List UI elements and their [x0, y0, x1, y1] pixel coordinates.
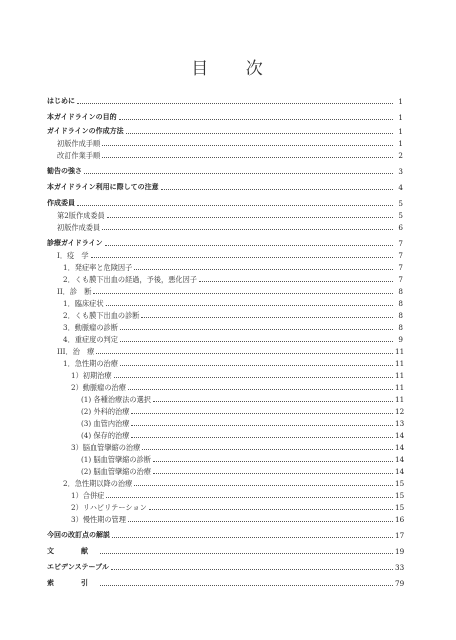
- toc-entry-label: (1) 各種治療法の選択: [81, 395, 151, 404]
- toc-entry-label: エビデンステーブル: [47, 563, 109, 571]
- toc-entry-label: 今回の改訂点の解説: [47, 531, 110, 539]
- toc-entry-label: (2) 脳血管攣縮の治療: [81, 467, 151, 476]
- toc-entry-label: 本ガイドラインの目的: [47, 113, 117, 121]
- dot-leader: [153, 461, 393, 462]
- toc-entry-page-number: 7: [398, 263, 403, 272]
- dot-leader: [131, 413, 393, 414]
- toc-entry-label: ガイドラインの作成方法: [47, 127, 124, 135]
- toc-entry[interactable]: [47, 562, 403, 572]
- toc-entry-page-number: 14: [395, 467, 405, 476]
- dot-leader: [96, 353, 393, 354]
- toc-entry[interactable]: [47, 358, 403, 368]
- toc-entry-label: (2) 外科的治療: [81, 407, 130, 416]
- dot-leader: [161, 189, 393, 190]
- toc-entry[interactable]: [47, 454, 403, 464]
- dot-leader: [134, 269, 393, 270]
- page-title: [0, 54, 456, 79]
- toc-entry-label: 3．動脈瘤の診断: [63, 323, 118, 332]
- toc-entry[interactable]: [47, 578, 403, 588]
- dot-leader: [84, 173, 393, 174]
- toc-entry-page-number: 17: [395, 531, 405, 540]
- toc-entry[interactable]: [47, 406, 403, 416]
- toc-entry-label: II．診 断: [57, 287, 92, 296]
- toc-entry[interactable]: [47, 334, 403, 344]
- toc-entry-label: 初版作成委員: [57, 223, 101, 232]
- toc-entry-label: 1．臨床症状: [63, 299, 104, 308]
- toc-entry-page-number: 15: [395, 479, 405, 488]
- toc-entry[interactable]: [47, 442, 403, 452]
- toc-entry-label: 3）慢性期の管理: [71, 515, 126, 524]
- toc-entry[interactable]: [47, 502, 403, 512]
- dot-leader: [149, 509, 393, 510]
- dot-leader: [102, 157, 393, 158]
- toc-entry-page-number: 1: [398, 127, 403, 136]
- toc-entry-page-number: 8: [398, 299, 403, 308]
- toc-entry-page-number: 4: [398, 183, 403, 192]
- toc-entry[interactable]: [47, 298, 403, 308]
- toc-entry-page-number: 2: [398, 151, 403, 160]
- toc-entry-page-number: 11: [395, 395, 405, 404]
- dot-leader: [102, 229, 393, 230]
- toc-entry[interactable]: [47, 126, 403, 136]
- toc-entry-page-number: 5: [398, 199, 403, 208]
- toc-entry-label: 2．くも膜下出血の診断: [63, 311, 140, 320]
- toc-entry[interactable]: [47, 138, 403, 148]
- toc-entry-label: 1．発症率と危険因子: [63, 263, 133, 272]
- toc-entry[interactable]: [47, 478, 403, 488]
- toc-entry-page-number: 19: [395, 547, 405, 556]
- dot-leader: [91, 257, 393, 258]
- dot-leader: [77, 103, 393, 104]
- toc-entry-label: 診療ガイドライン: [47, 239, 103, 247]
- toc-entry[interactable]: [47, 322, 403, 332]
- toc-entry[interactable]: [47, 250, 403, 260]
- toc-entry-page-number: 8: [398, 287, 403, 296]
- dot-leader: [120, 365, 393, 366]
- toc-entry-label: 2．くも膜下出血の経過，予後，悪化因子: [63, 275, 197, 284]
- dot-leader: [111, 569, 393, 570]
- toc-entry-label: はじめに: [47, 97, 75, 105]
- toc-entry[interactable]: [47, 166, 403, 176]
- toc-entry[interactable]: [47, 274, 403, 284]
- toc-entry-page-number: 1: [398, 139, 403, 148]
- toc-entry-label: (4) 保存的治療: [81, 431, 130, 440]
- toc-entry-label: III．治 療: [57, 347, 95, 356]
- toc-entry-page-number: 9: [398, 335, 403, 344]
- toc-entry-page-number: 1: [398, 97, 403, 106]
- toc-entry-page-number: 7: [398, 251, 403, 260]
- toc-entry-page-number: 33: [395, 563, 405, 572]
- toc-entry[interactable]: [47, 310, 403, 320]
- toc-entry-page-number: 6: [398, 223, 403, 232]
- toc-entry[interactable]: [47, 546, 403, 556]
- toc-entry[interactable]: [47, 222, 403, 232]
- dot-leader: [142, 449, 393, 450]
- toc-entry-page-number: 14: [395, 431, 405, 440]
- toc-entry-label: 2．急性期以降の治療: [63, 479, 133, 488]
- toc-entry[interactable]: [47, 370, 403, 380]
- toc-entry-label: 改訂作業手順: [57, 151, 101, 160]
- dot-leader: [106, 305, 393, 306]
- toc-entry[interactable]: [47, 382, 403, 392]
- toc-entry-page-number: 16: [395, 515, 405, 524]
- dot-leader: [119, 119, 393, 120]
- dot-leader: [106, 497, 393, 498]
- toc-entry-label: 索 引: [47, 579, 98, 587]
- toc-entry-label: 2）動脈瘤の治療: [71, 383, 126, 392]
- toc-entry-page-number: 11: [395, 347, 405, 356]
- dot-leader: [120, 329, 393, 330]
- toc-entry-page-number: 15: [395, 503, 405, 512]
- toc-entry-label: 4．重症度の判定: [63, 335, 118, 344]
- toc-entry[interactable]: [47, 262, 403, 272]
- toc-entry-page-number: 12: [395, 407, 405, 416]
- toc-entry-label: 作成委員: [47, 199, 75, 207]
- dot-leader: [93, 293, 393, 294]
- toc-entry[interactable]: [47, 418, 403, 428]
- toc-entry[interactable]: [47, 430, 403, 440]
- toc-entry-page-number: 3: [398, 167, 403, 176]
- toc-entry-page-number: 14: [395, 443, 405, 452]
- dot-leader: [128, 521, 393, 522]
- toc-entry-label: 3）脳血管攣縮の治療: [71, 443, 141, 452]
- toc-entry-label: (3) 血管内治療: [81, 419, 130, 428]
- toc-entry-label: 初版作成手順: [57, 139, 101, 148]
- toc-entry-label: 文 献: [47, 547, 98, 555]
- toc-entry-label: 2）リハビリテーション: [71, 503, 147, 512]
- dot-leader: [131, 437, 393, 438]
- toc-entry-label: 1）合併症: [71, 491, 105, 500]
- toc-entry[interactable]: [47, 394, 403, 404]
- toc-entry-label: 1．急性期の治療: [63, 359, 118, 368]
- toc-entry-page-number: 7: [398, 239, 403, 248]
- toc-entry-page-number: 13: [395, 419, 405, 428]
- dot-leader: [141, 317, 393, 318]
- toc-entry[interactable]: [47, 150, 403, 160]
- toc-entry[interactable]: [47, 198, 403, 208]
- dot-leader: [105, 245, 393, 246]
- toc-entry-page-number: 7: [398, 275, 403, 284]
- toc-entry[interactable]: [47, 238, 403, 248]
- toc-entry[interactable]: [47, 96, 403, 106]
- toc-entry[interactable]: [47, 530, 403, 540]
- toc-entry[interactable]: [47, 490, 403, 500]
- toc-entry-page-number: 11: [395, 371, 405, 380]
- dot-leader: [102, 145, 393, 146]
- dot-leader: [199, 281, 393, 282]
- toc-entry[interactable]: [47, 514, 403, 524]
- toc-entry-page-number: 14: [395, 455, 405, 464]
- dot-leader: [77, 205, 393, 206]
- dot-leader: [126, 133, 393, 134]
- toc-entry-page-number: 15: [395, 491, 405, 500]
- dot-leader: [153, 473, 393, 474]
- dot-leader: [112, 537, 393, 538]
- toc-entry-page-number: 5: [398, 211, 403, 220]
- dot-leader: [134, 485, 393, 486]
- toc-entry-page-number: 11: [395, 359, 405, 368]
- toc-entry-label: I．疫 学: [57, 251, 89, 260]
- dot-leader: [128, 389, 393, 390]
- toc-entry-label: 本ガイドライン利用に際しての注意: [47, 183, 159, 191]
- toc-entry-page-number: 8: [398, 311, 403, 320]
- toc-entry-page-number: 8: [398, 323, 403, 332]
- toc-entry[interactable]: [47, 182, 403, 192]
- toc-entry-label: 第2版作成委員: [57, 211, 105, 220]
- toc-entry[interactable]: [47, 466, 403, 476]
- dot-leader: [120, 341, 393, 342]
- toc-entry[interactable]: [47, 210, 403, 220]
- toc-entry-page-number: 1: [398, 113, 403, 122]
- toc-entry[interactable]: [47, 286, 403, 296]
- toc-entry-label: 勧告の強さ: [47, 167, 82, 175]
- toc-entry[interactable]: [47, 346, 403, 356]
- title-char-1: 目: [191, 59, 211, 79]
- dot-leader: [107, 217, 393, 218]
- toc-entry-label: (1) 脳血管攣縮の診断: [81, 455, 151, 464]
- dot-leader: [131, 425, 393, 426]
- toc-entry-label: 1）初期治療: [71, 371, 112, 380]
- toc-entry-page-number: 79: [395, 579, 405, 588]
- title-char-2: 次: [245, 59, 265, 79]
- dot-leader: [100, 585, 393, 586]
- dot-leader: [100, 553, 393, 554]
- dot-leader: [114, 377, 393, 378]
- dot-leader: [153, 401, 393, 402]
- toc-entry[interactable]: [47, 112, 403, 122]
- toc-entry-page-number: 11: [395, 383, 405, 392]
